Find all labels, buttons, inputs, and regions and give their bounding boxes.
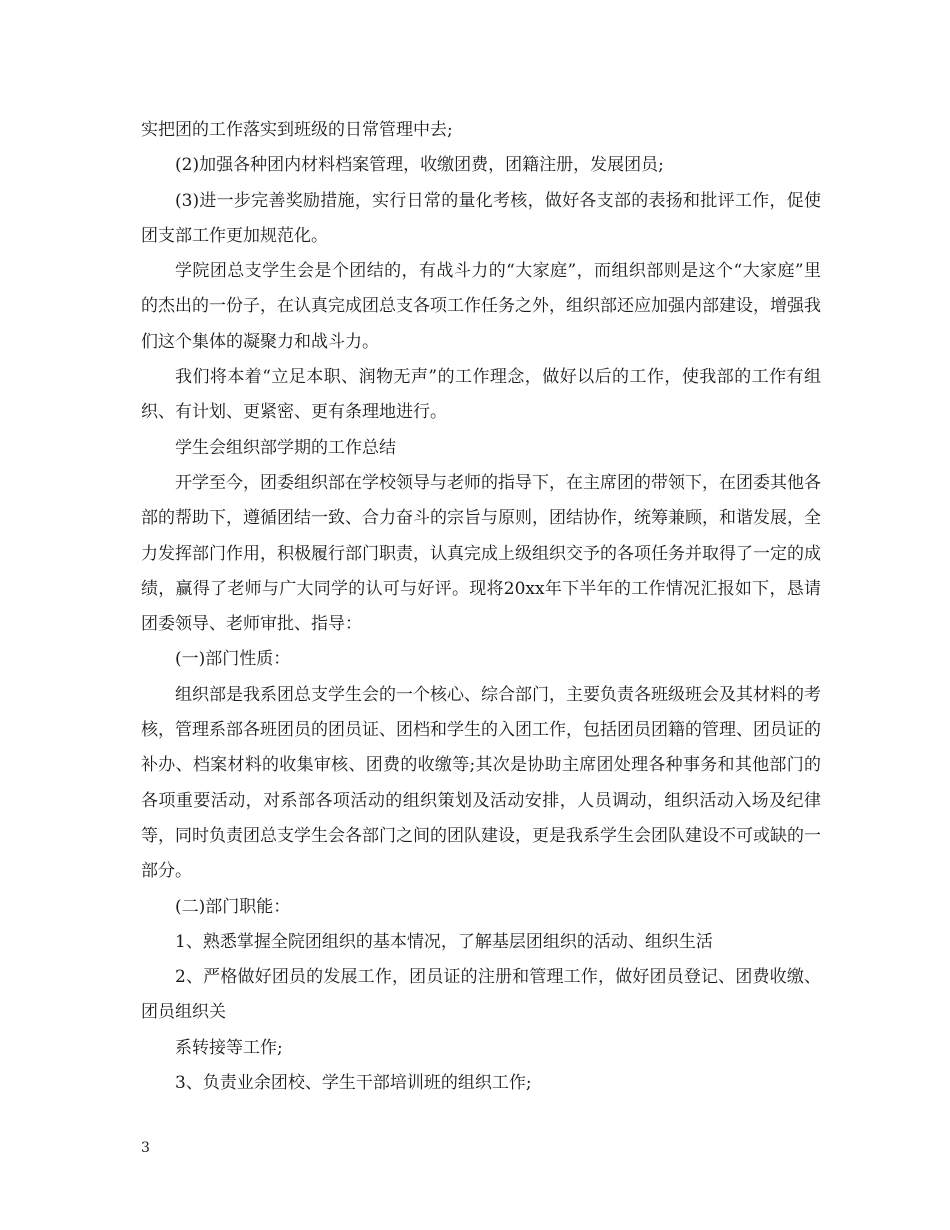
- paragraph: 实把团的工作落实到班级的日常管理中去;: [141, 120, 453, 140]
- page-number: 3: [141, 1140, 150, 1156]
- paragraph: 学院团总支学生会是个团结的，有战斗力的“大家庭”，而组织部则是这个“大家庭”里的杰出的一份子，在认真完成团总支各项工作任务之外，组织部还应加强内部建设，增强我们这个集体的凝聚力和战斗力。: [141, 261, 821, 352]
- list-item: 3、负责业余团校、学生干部培训班的组织工作;: [175, 1073, 532, 1094]
- list-item-continuation: 系转接等工作;: [175, 1037, 283, 1058]
- paragraph: 开学至今，团委组织部在学校领导与老师的指导下，在主席团的带领下，在团委其他各部的帮助下，遵循团结一致、合力奋斗的宗旨与原则，团结协作，统筹兼顾，和谐发展，全力发挥部门作用，积极履行部门职责，认真完成上级组织交予的各项任务并取得了一定的成绩，赢得了老师与广大同学的认可与好评。现将20xx年下半年的工作情况汇报如下，恳请团委领导、老师审批、指导：: [141, 472, 821, 635]
- section-heading: 学生会组织部学期的工作总结: [175, 437, 396, 458]
- list-item: 2、严格做好团员的发展工作，团员证的注册和管理工作，做好团员登记、团费收缴、团员组织关: [141, 967, 821, 1023]
- document-body: [141, 113, 821, 1101]
- subsection-heading: (二)部门职能：: [175, 896, 291, 917]
- paragraph: 我们将本着“立足本职、润物无声”的工作理念，做好以后的工作，使我部的工作有组织、有计划、更紧密、更有条理地进行。: [141, 367, 821, 423]
- paragraph: (2)加强各种团内材料档案管理，收缴团费，团籍注册，发展团员;: [175, 155, 664, 176]
- paragraph: (3)进一步完善奖励措施，实行日常的量化考核，做好各支部的表扬和批评工作，促使团支部工作更加规范化。: [141, 190, 821, 246]
- list-item: 1、熟悉掌握全院团组织的基本情况，了解基层团组织的活动、组织生活: [175, 931, 713, 952]
- subsection-heading: (一)部门性质：: [175, 649, 291, 670]
- paragraph: 组织部是我系团总支学生会的一个核心、综合部门，主要负责各班级班会及其材料的考核，管理系部各班团员的团员证、团档和学生的入团工作，包括团员团籍的管理、团员证的补办、档案材料的收集审核、团费的收缴等;其次是协助主席团处理各种事务和其他部门的各项重要活动，对系部各项活动的组织策划及活动安排，人员调动，组织活动入场及纪律等，同时负责团总支学生会各部门之间的团队建设，更是我系学生会团队建设不可或缺的一部分。: [141, 684, 821, 882]
